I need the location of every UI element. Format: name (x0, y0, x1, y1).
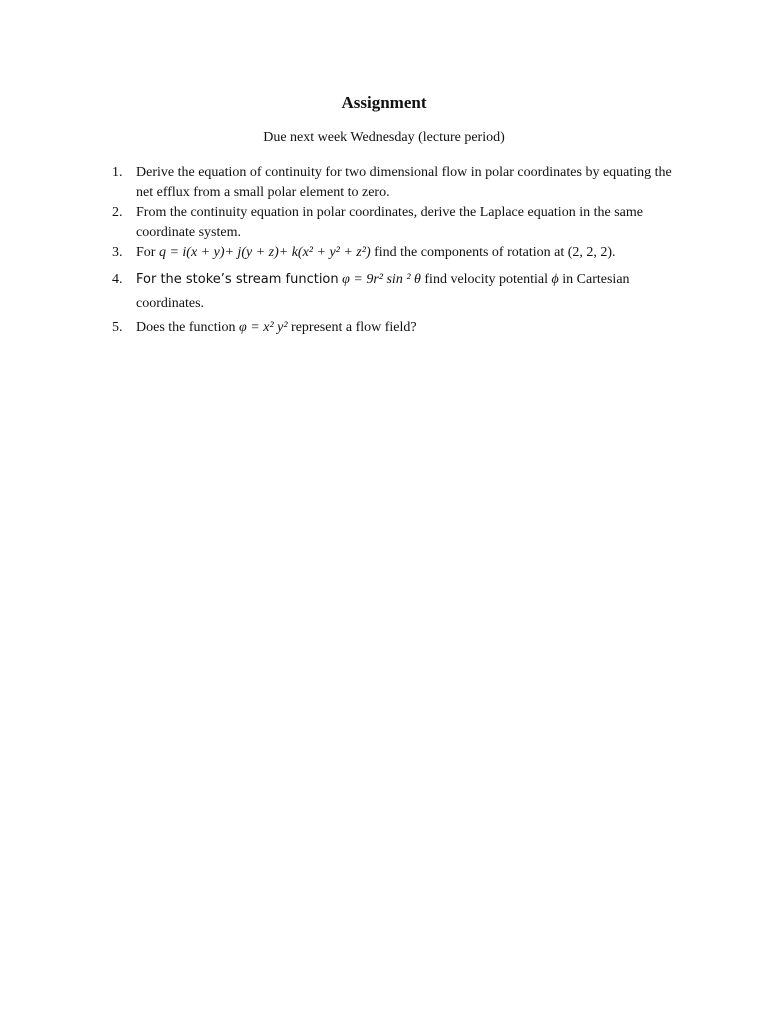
question-prefix: For (136, 245, 156, 260)
question-number: 5. (112, 320, 123, 335)
question-suffix: represent a flow field? (291, 320, 417, 335)
question-5 (112, 318, 672, 338)
assignment-title: Assignment (341, 93, 427, 112)
question-middle: find velocity potential (424, 272, 549, 287)
question-prefix: For the stoke’s stream function (136, 272, 339, 287)
question-text (136, 243, 672, 263)
flow-function-formula: φ = x² y² (239, 320, 288, 335)
velocity-potential-symbol: ϕ (551, 272, 559, 287)
question-text (136, 268, 672, 316)
question-text: Derive the equation of continuity for two dimensional flow in polar coordinates by equating the net efflux from a small polar element to zero. (136, 165, 672, 200)
question-1 (112, 163, 672, 203)
question-number: 2. (112, 205, 123, 220)
question-number: 4. (112, 272, 123, 287)
question-number: 1. (112, 165, 123, 180)
rotation-formula: q = i(x + y)+ j(y + z)+ k(x² + y² + z²) (158, 245, 371, 260)
question-prefix: Does the function (136, 320, 236, 335)
question-suffix: in Cartesian coordinates. (136, 272, 630, 311)
stream-function-formula: φ = 9r² sin ² θ (342, 272, 421, 287)
question-text (136, 318, 672, 338)
question-2 (112, 203, 672, 243)
question-number: 3. (112, 245, 123, 260)
assignment-question-list (112, 163, 672, 338)
question-3 (112, 243, 672, 263)
question-text: From the continuity equation in polar coordinates, derive the Laplace equation in the same coordinate system. (136, 205, 643, 240)
question-4 (112, 268, 672, 316)
question-suffix: find the components of rotation at (2, 2, 2). (374, 245, 616, 260)
due-date-subtitle: Due next week Wednesday (lecture period) (263, 130, 505, 145)
